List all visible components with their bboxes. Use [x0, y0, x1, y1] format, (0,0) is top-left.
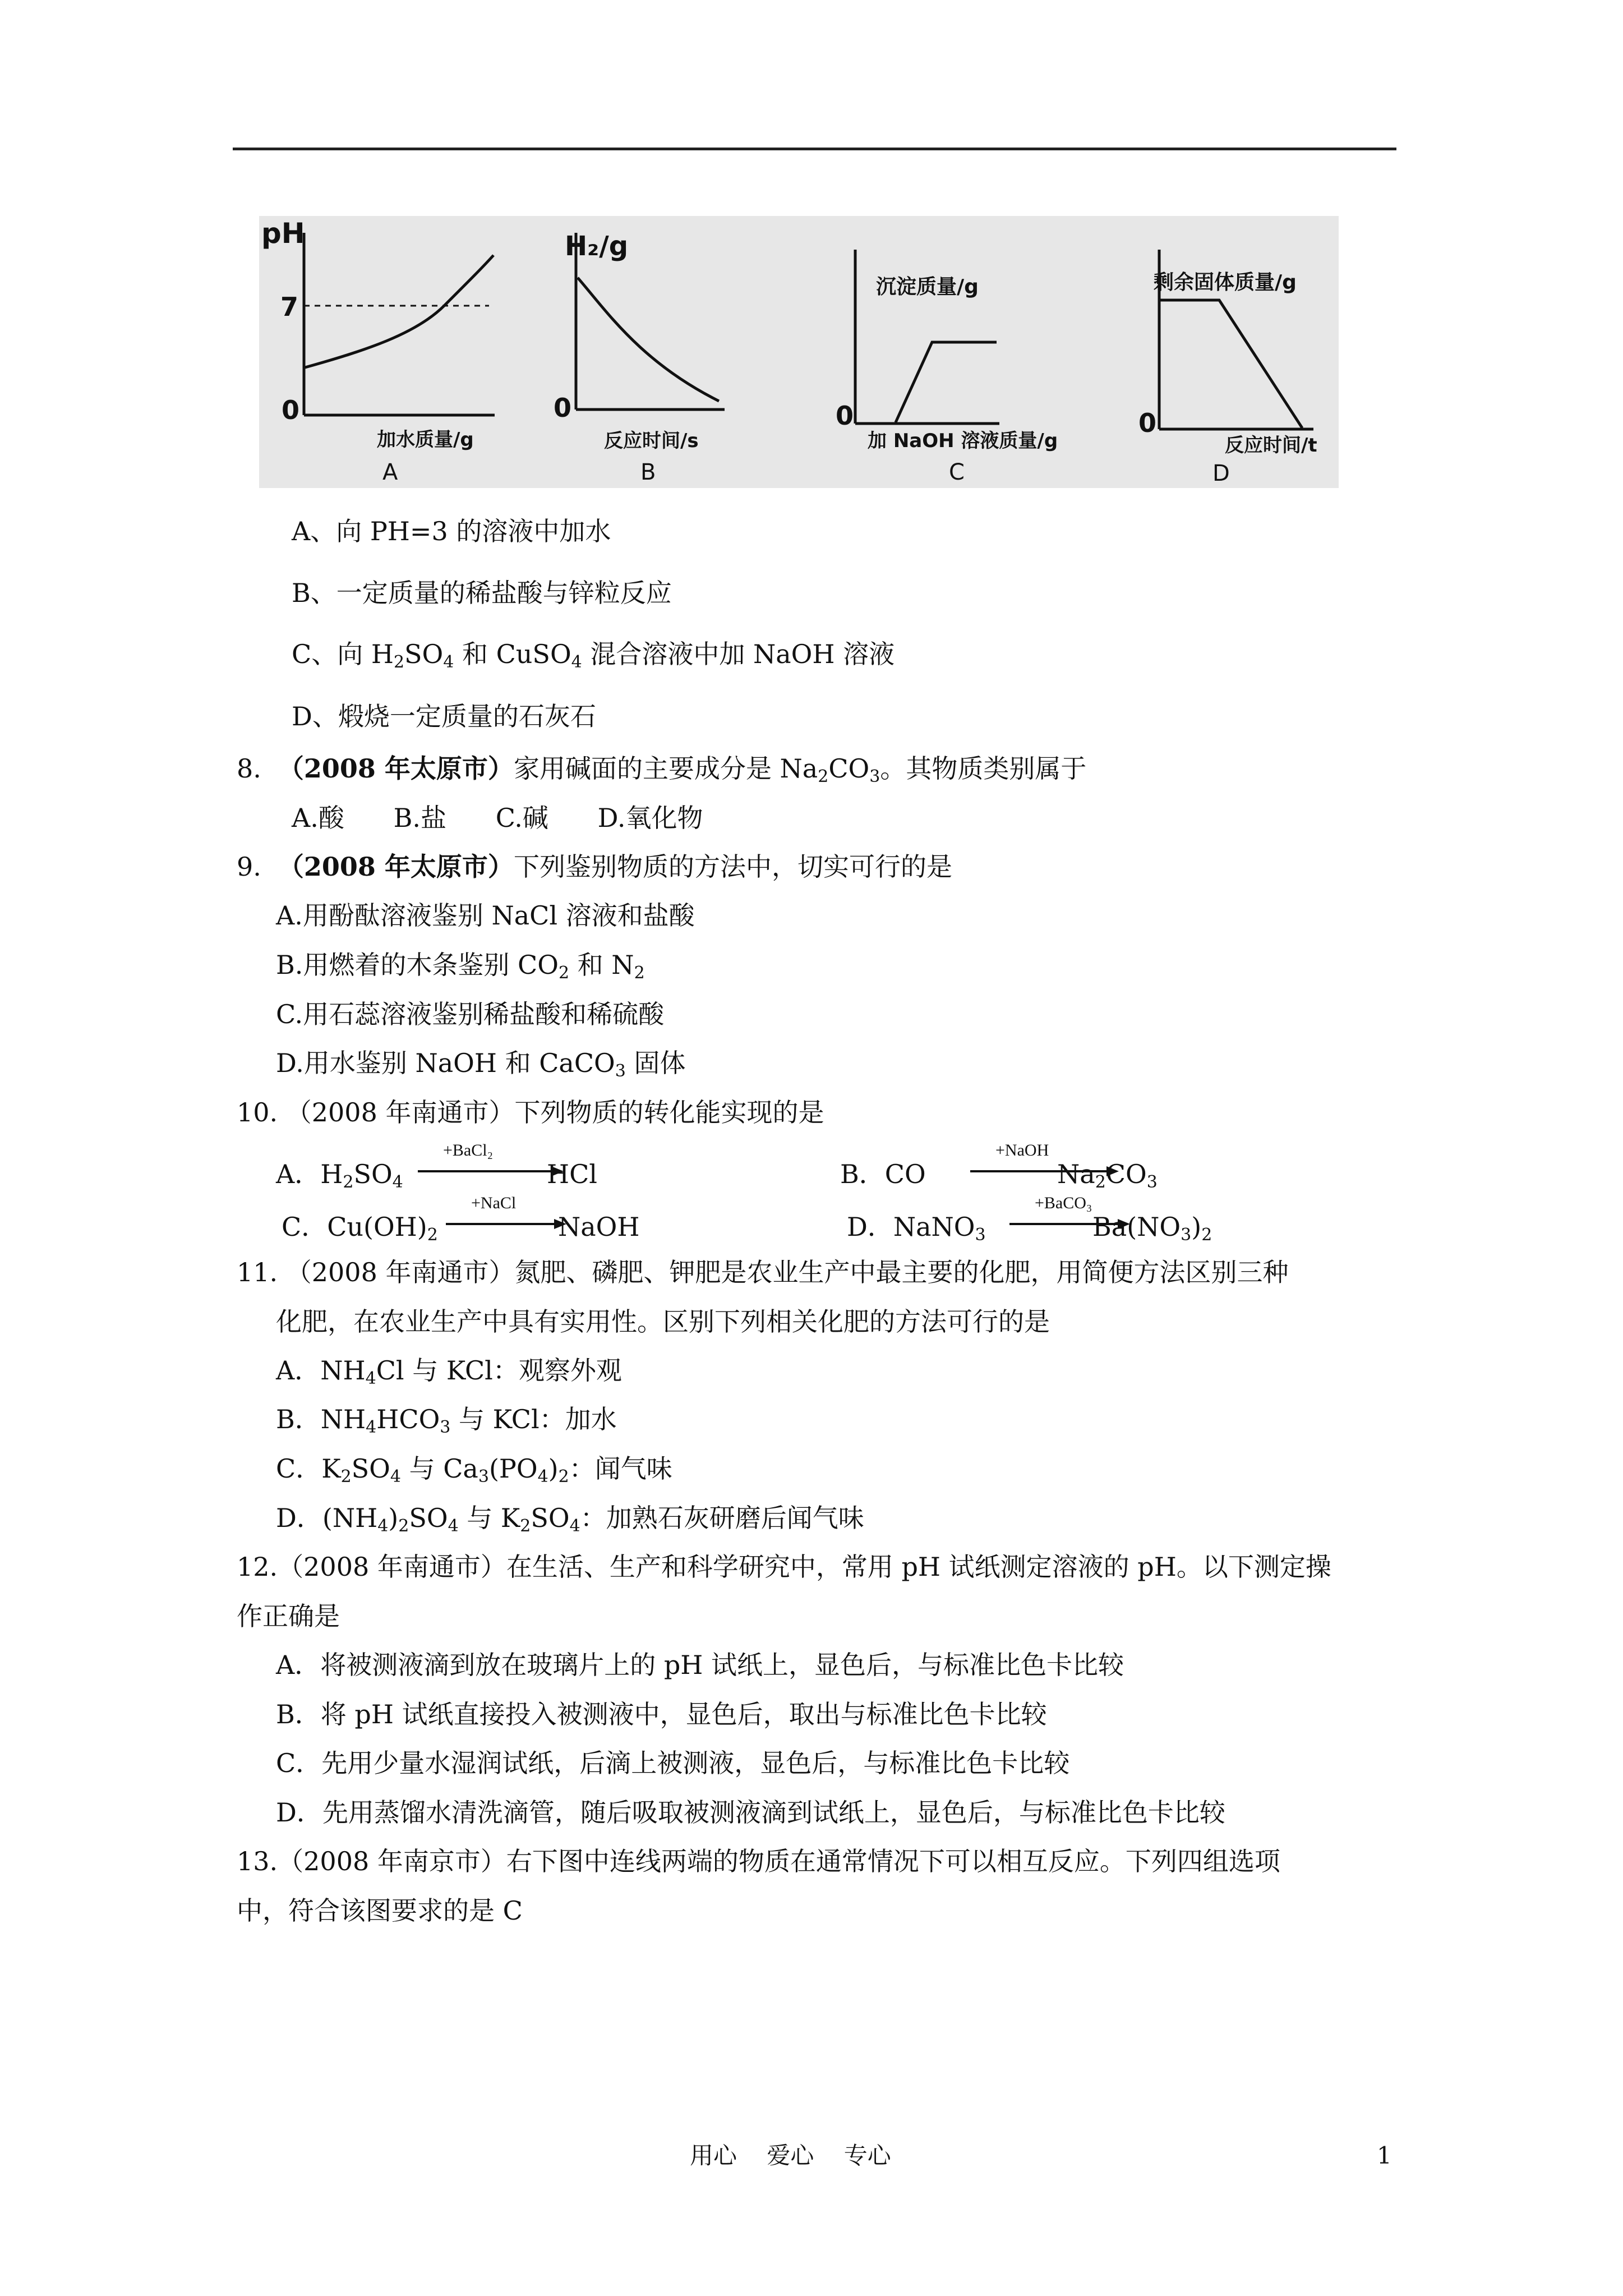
graph-figure	[259, 216, 1339, 488]
panel-a-tick-7: 7	[280, 292, 299, 322]
q9-stem: 9. （2008 年太原市）下列鉴别物质的方法中，切实可行的是	[237, 852, 952, 882]
q9-option-a: A.用酚酞溶液鉴别 NaCl 溶液和盐酸	[276, 900, 695, 931]
q13-stem-line-1: 13.（2008 年南京市）右下图中连线两端的物质在通常情况下可以相互反应。下列四组选项	[237, 1846, 1280, 1876]
q9-option-b: B.用燃着的木条鉴别 $CO_2$ 和 $N_2$	[276, 950, 645, 983]
q11-option-b: B．$NH_4HCO_3$ 与 KCl：加水	[276, 1404, 617, 1437]
footer-slogan: 用心 爱心 专心	[690, 2142, 891, 2169]
panel-b-y-label: H₂/g	[565, 231, 629, 262]
graph-panels-svg	[259, 216, 1339, 488]
panel-c-origin: 0	[836, 401, 854, 431]
q8-stem: 8. （2008 年太原市）家用碱面的主要成分是 $Na_2CO_3$。其物质类别属于	[237, 753, 1087, 786]
panel-b-origin: 0	[554, 393, 572, 423]
panel-d-x-label: 反应时间/t	[1225, 434, 1317, 457]
q11-option-c: C．$K_2SO_4$ 与 $Ca_3(PO_4)_2$：闻气味	[276, 1453, 672, 1487]
q7-option-a: A、向 PH=3 的溶液中加水	[292, 516, 611, 546]
panel-d-origin: 0	[1138, 408, 1157, 438]
q10-c-product: NaOH	[558, 1212, 640, 1242]
panel-b-x-label: 反应时间/s	[604, 430, 699, 452]
q7-option-b: B、一定质量的稀盐酸与锌粒反应	[292, 578, 672, 608]
panel-d-letter: D	[1212, 461, 1230, 486]
panel-c-y-label: 沉淀质量/g	[876, 275, 979, 298]
q8-options: A.酸 B.盐 C.碱 D.氧化物	[292, 803, 703, 833]
panel-b	[554, 231, 725, 485]
q13-stem-line-2: 中，符合该图要求的是 C	[237, 1895, 523, 1926]
q9-option-c: C.用石蕊溶液鉴别稀盐酸和稀硫酸	[276, 999, 665, 1029]
q11-stem-line-1: 11. （2008 年南通市）氮肥、磷肥、钾肥是农业生产中最主要的化肥，用简便方法区别三种	[237, 1257, 1289, 1287]
q10-a-reaction-arrow: +BaCl₂	[418, 1151, 564, 1179]
panel-c-letter: C	[949, 459, 965, 485]
panel-a-x-label: 加水质量/g	[377, 429, 474, 451]
q12-stem-line-2: 作正确是	[237, 1601, 340, 1631]
q11-stem-line-2: 化肥，在农业生产中具有实用性。区别下列相关化肥的方法可行的是	[276, 1306, 1050, 1337]
q11-option-d: D．$(NH_4)_2SO_4$ 与 $K_2SO_4$：加熟石灰研磨后闻气味	[276, 1503, 864, 1536]
page-number: 1	[1377, 2142, 1392, 2169]
q7-option-d: D、煅烧一定质量的石灰石	[292, 701, 596, 731]
q10-a-product: HCl	[547, 1159, 598, 1189]
panel-d	[1138, 250, 1317, 486]
q12-option-c: C．先用少量水湿润试纸，后滴上被测液，显色后，与标准比色卡比较	[276, 1748, 1070, 1778]
q10-d-product: $Ba(NO_3)_2$	[1092, 1212, 1212, 1245]
q10-option-d: D．NaNO$_3$	[847, 1212, 986, 1245]
q11-option-a: A．$NH_4Cl$ 与 KCl：观察外观	[276, 1355, 622, 1388]
q12-option-d: D．先用蒸馏水清洗滴管，随后吸取被测液滴到试纸上，显色后，与标准比色卡比较	[276, 1797, 1225, 1828]
q10-stem: 10. （2008 年南通市）下列物质的转化能实现的是	[237, 1097, 824, 1128]
q10-b-reaction-arrow: +NaOH	[970, 1151, 1119, 1179]
q10-b-product: $Na_2CO_3$	[1057, 1159, 1158, 1192]
panel-c-x-label: 加 NaOH 溶液质量/g	[868, 430, 1058, 452]
q10-d-reaction-arrow: +BaCO₃	[1009, 1204, 1130, 1232]
q10-c-reaction-arrow: +NaCl	[446, 1204, 566, 1232]
panel-d-y-label: 剩余固体质量/g	[1154, 271, 1297, 294]
panel-a-letter: A	[382, 459, 398, 485]
q12-option-a: A．将被测液滴到放在玻璃片上的 pH 试纸上，显色后，与标准比色卡比较	[276, 1650, 1124, 1680]
panel-a-y-label: pH	[261, 217, 305, 250]
q7-option-c: C、向 $H_2SO_4$ 和 CuSO$_4$ 混合溶液中加 NaOH 溶液	[292, 639, 895, 672]
panel-c	[836, 250, 1058, 485]
header-rule	[233, 148, 1396, 150]
q9-option-d: D.用水鉴别 NaOH 和 CaCO$_3$ 固体	[276, 1048, 686, 1081]
panel-a-origin: 0	[282, 395, 300, 425]
q12-stem-line-1: 12.（2008 年南通市）在生活、生产和科学研究中，常用 pH 试纸测定溶液的 pH。以下测定操	[237, 1552, 1331, 1582]
panel-b-letter: B	[640, 459, 656, 485]
q12-option-b: B．将 pH 试纸直接投入被测液中，显色后，取出与标准比色卡比较	[276, 1699, 1047, 1729]
q10-option-a: A．$H_2SO_4$	[276, 1159, 403, 1192]
q10-option-b: B．CO	[840, 1159, 926, 1189]
q10-option-c: C．$Cu(OH)_2$	[282, 1212, 438, 1245]
panel-a	[261, 217, 495, 485]
